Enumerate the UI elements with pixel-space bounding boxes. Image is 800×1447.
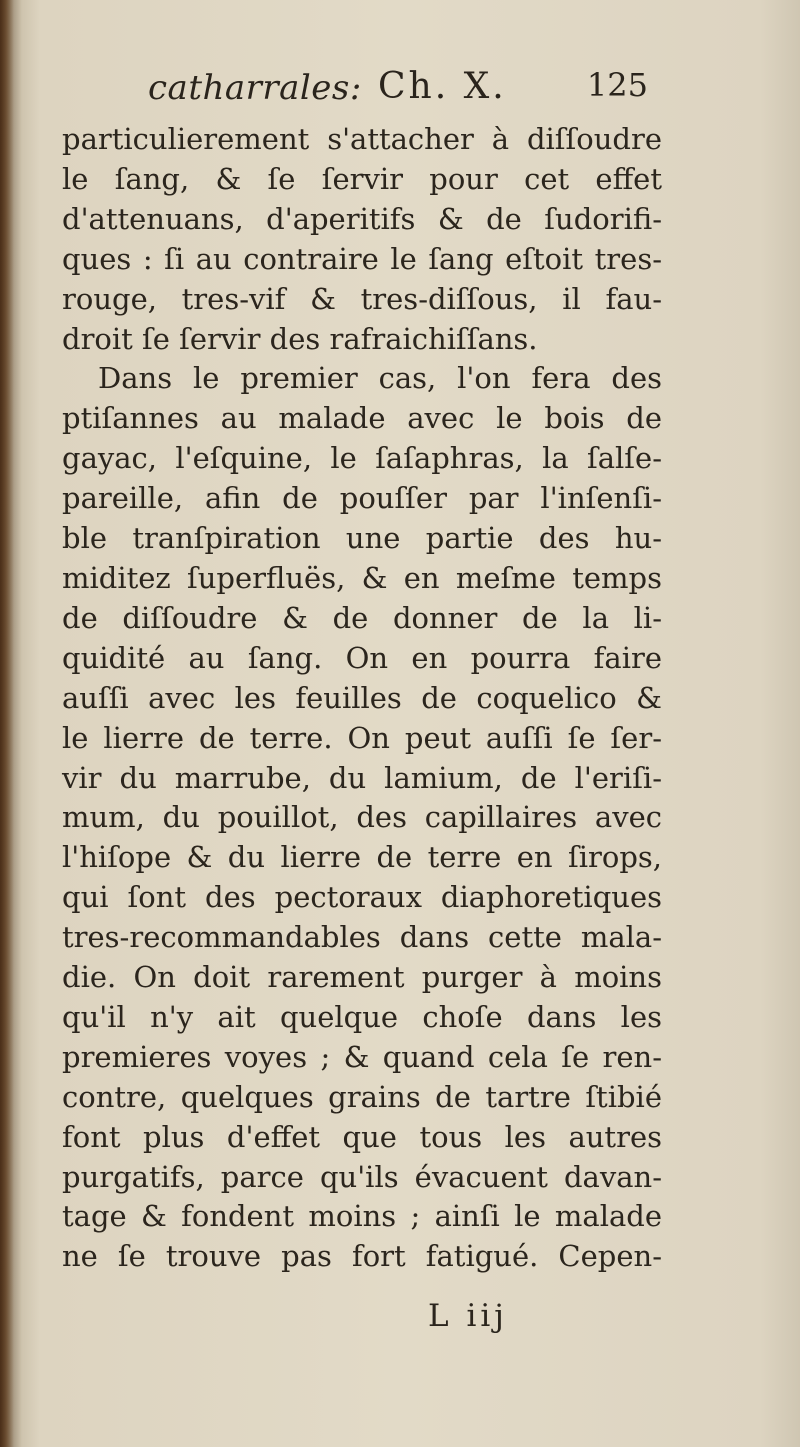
- text-line: contre, quelques grains de tartre ſtibié: [62, 1079, 662, 1114]
- text-line: purgatifs, parce qu'ils évacuent davan-: [62, 1159, 662, 1194]
- text-line: de diſſoudre & de donner de la li-: [62, 600, 662, 635]
- text-line: l'hiſope & du lierre de terre en ſirops,: [62, 840, 662, 875]
- text-line: font plus d'effet que tous les autres: [62, 1119, 662, 1154]
- page-number: 125: [586, 66, 648, 104]
- text-line: mum, du pouillot, des capillaires avec: [62, 800, 662, 835]
- text-line: le lierre de terre. On peut auſſi ſe ſer-: [62, 720, 662, 755]
- text-line: ble tranſpiration une partie des hu-: [62, 521, 662, 556]
- text-line: quidité au ſang. On en pourra faire: [62, 640, 662, 675]
- text-line: miditez ſuperfluës, & en meſme temps: [62, 560, 662, 595]
- text-line: premieres voyes ; & quand cela ſe ren-: [62, 1039, 662, 1074]
- text-line: rouge, tres-vif & tres-diſſous, il fau-: [62, 281, 662, 316]
- text-line: die. On doit rarement purger à moins: [62, 960, 662, 995]
- text-line: droit ſe ſervir des rafraichiſſans.: [62, 321, 538, 356]
- signature-mark: L iij: [428, 1298, 508, 1334]
- text-line: tres-recommandables dans cette mala-: [62, 920, 662, 955]
- text-line: qui ſont des pectoraux diaphoretiques: [62, 880, 662, 915]
- text-line: le ſang, & ſe ſervir pour cet effet: [62, 161, 662, 196]
- page-header: [148, 60, 648, 110]
- text-line: d'attenuans, d'aperitifs & de ſudorifi-: [62, 201, 662, 236]
- running-title: catharrales:: [148, 68, 362, 108]
- text-line: tage & fondent moins ; ainſi le malade: [62, 1199, 662, 1234]
- text-line: qu'il n'y ait quelque choſe dans les: [62, 999, 662, 1034]
- binding-gutter: [0, 0, 22, 1447]
- text-line: Dans le premier cas, l'on fera des: [98, 361, 662, 396]
- text-line: vir du marrube, du lamium, de l'eriſi-: [62, 760, 662, 795]
- text-line: auſſi avec les feuilles de coquelico &: [62, 680, 662, 715]
- text-line: ne ſe trouve pas fort fatigué. Cepen-: [62, 1239, 662, 1274]
- text-line: particulierement s'attacher à diſſoudre: [62, 122, 662, 156]
- text-line: gayac, l'eſquine, le ſaſaphras, la ſalſe-: [62, 441, 662, 476]
- text-line: ptiſannes au malade avec le bois de: [62, 401, 662, 436]
- body-text: [62, 120, 662, 1277]
- chapter-label: Ch. X.: [378, 66, 507, 107]
- text-line: pareille, afin de pouſſer par l'inſenſi-: [62, 481, 662, 516]
- text-line: ques : ſi au contraire le ſang eſtoit tres-: [62, 241, 662, 276]
